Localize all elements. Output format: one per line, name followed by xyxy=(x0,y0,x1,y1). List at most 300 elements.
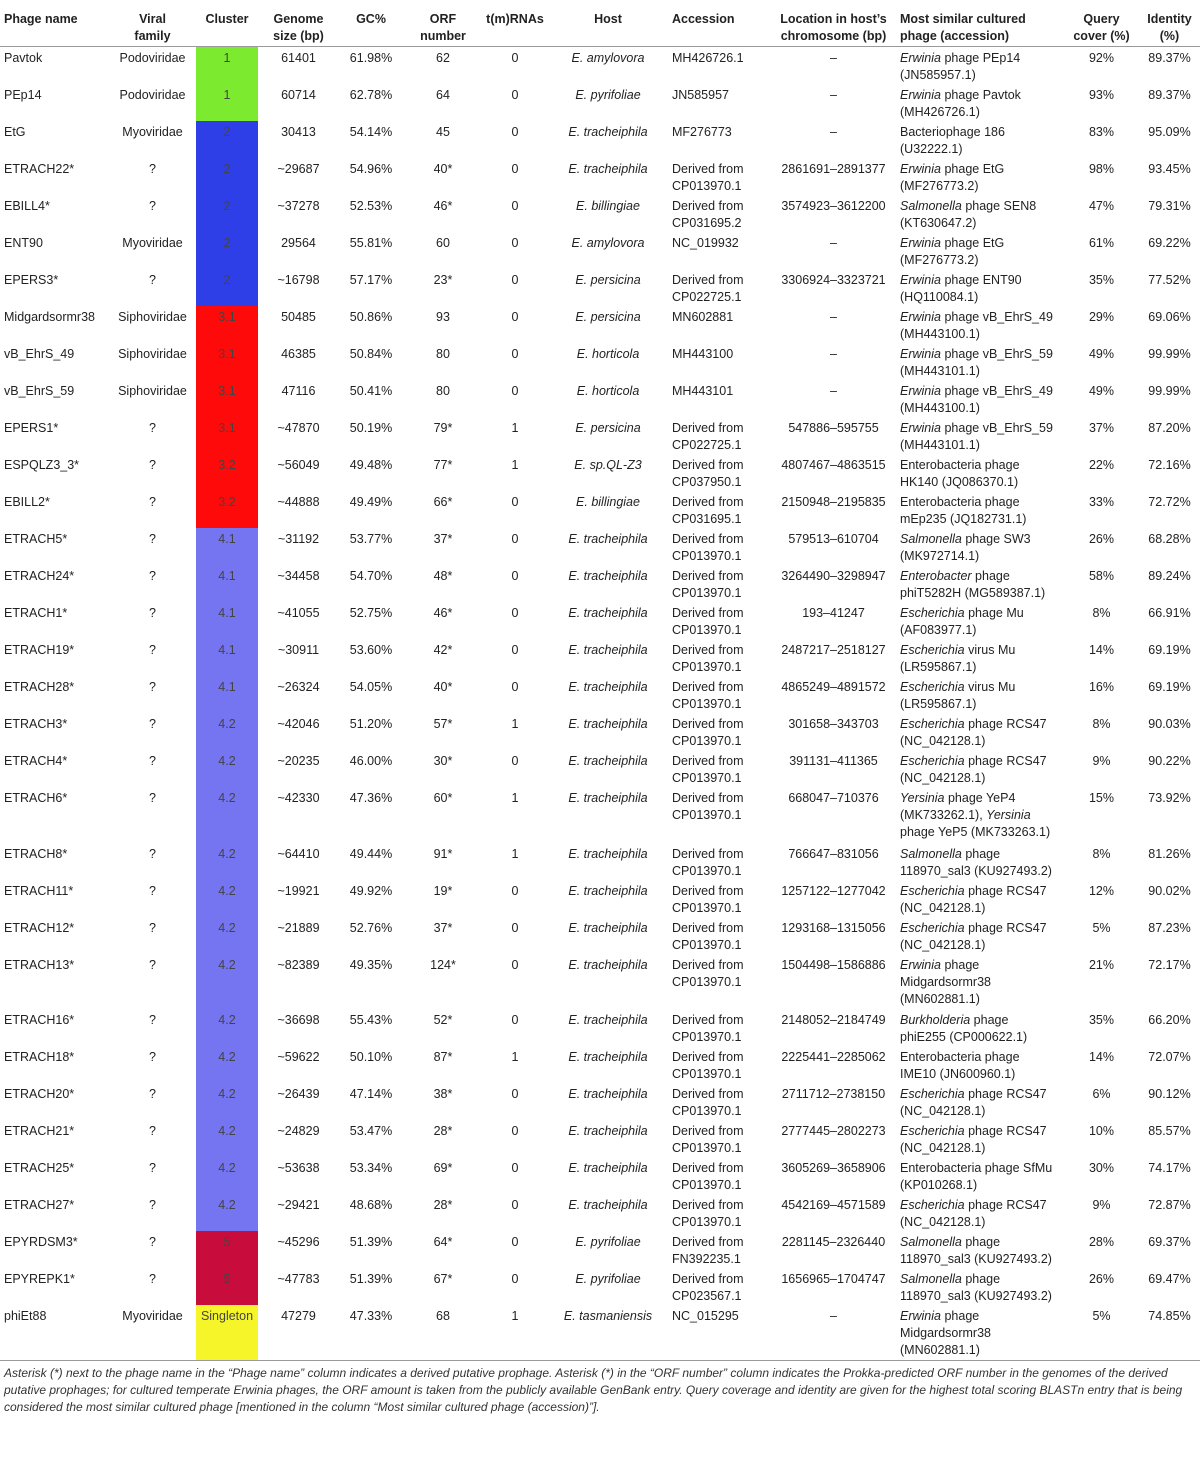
cell-trnas: 0 xyxy=(511,51,519,65)
cell-identity: 72.16% xyxy=(1148,458,1191,472)
cell-most-similar: Salmonella phage 118970_sal3 (KU927493.2) xyxy=(900,1235,1052,1267)
cell-accession: NC_015295 xyxy=(669,1305,770,1361)
cell-accession: MH443100 xyxy=(672,347,734,361)
cell-location: – xyxy=(830,125,837,139)
cell-genome-size: ~29687 xyxy=(277,162,320,176)
cell-query-cover: 12% xyxy=(1088,883,1115,898)
cell-accession: Derived from CP022725.1 xyxy=(672,273,744,304)
cell-genome-size: 29564 xyxy=(281,236,316,250)
cell-identity: 69.06% xyxy=(1148,310,1191,324)
cell-most-similar: Enterobacteria phage mEp235 (JQ182731.1) xyxy=(900,495,1027,526)
table-footnote: Asterisk (*) next to the phage name in the “Phage name” column indicates a derived putative prophage. Asterisk (*) in the “ORF number” column indicates the Prokka-predicted ORF number in the genomes of the derived putative prophages; for cultured temperate Erwinia phages, the ORF amount is taken from the publicly available GenBank entry. Query coverage and identity are given for the highest total scoring BLASTn entry that is being considered the most similar cultured phage [mentioned in the column “Most similar cultured phage (accession)”]. xyxy=(4,1366,1183,1415)
cell-cluster: 3.1 xyxy=(196,306,258,343)
cell-accession: Derived from CP013970.1 xyxy=(672,957,744,989)
cell-phage-name: phiEt88 xyxy=(0,1305,109,1361)
cell-cluster: 4.2 xyxy=(196,880,258,917)
cell-query-cover: 83% xyxy=(1088,125,1115,139)
table-row xyxy=(0,602,1200,639)
cell-genome-size: ~34458 xyxy=(277,569,320,583)
cell-orf: 28* xyxy=(433,1124,453,1139)
cell-cluster: 3.2 xyxy=(196,491,258,528)
cell-host: E. sp.QL-Z3 xyxy=(574,458,642,472)
cell-trnas: 0 xyxy=(511,1235,519,1250)
cell-gc: 49.49% xyxy=(349,495,393,509)
cell-viral-family: Myoviridae xyxy=(109,1305,196,1361)
cell-accession: Derived from CP013970.1 xyxy=(672,1124,744,1156)
cell-query-cover: 49% xyxy=(1088,347,1115,361)
cell-accession: Derived from CP013970.1 xyxy=(672,1013,744,1045)
cell-most-similar: Salmonella phage 118970_sal3 (KU927493.2) xyxy=(900,1272,1052,1304)
cell-trnas: 0 xyxy=(511,680,519,694)
cell-identity: 77.52% xyxy=(1148,273,1191,287)
cell-accession: NC_019932 xyxy=(672,236,739,250)
cell-identity: 99.99% xyxy=(1148,347,1191,361)
cell-host: E. tracheiphila xyxy=(568,717,648,731)
cell-orf: 23* xyxy=(433,273,453,287)
cell-most-similar: Enterobacteria phage HK140 (JQ086370.1) xyxy=(900,458,1020,489)
cell-most-similar: Escherichia virus Mu (LR595867.1) xyxy=(900,643,1016,674)
cell-gc: 55.81% xyxy=(349,236,393,250)
cell-viral-family: ? xyxy=(149,162,156,176)
cell-identity: 93.45% xyxy=(1148,162,1191,176)
cell-most-similar: Erwinia phage vB_EhrS_49 (MH443100.1) xyxy=(900,384,1053,415)
cell-host: E. pyrifoliae xyxy=(575,88,641,102)
cell-location: 391131–411365 xyxy=(789,754,878,768)
cell-query-cover: 6% xyxy=(1092,1087,1111,1102)
cell-most-similar: Erwinia phage Pavtok (MH426726.1) xyxy=(900,88,1021,119)
cell-genome-size: 47279 xyxy=(258,1305,339,1361)
cell-most-similar: Escherichia phage RCS47 (NC_042128.1) xyxy=(900,1198,1047,1230)
cell-trnas: 0 xyxy=(511,1161,519,1176)
cell-cluster: 4.1 xyxy=(196,676,258,713)
cell-orf: 30* xyxy=(433,754,453,768)
cell-host: E. tracheiphila xyxy=(568,162,648,176)
cell-location: 3605269–3658906 xyxy=(781,1161,886,1176)
cell-accession: Derived from FN392235.1 xyxy=(672,1235,744,1267)
cell-genome-size: ~42330 xyxy=(277,791,320,805)
cell-identity: 89.37% xyxy=(1148,51,1191,65)
cell-host: E. billingiae xyxy=(576,199,640,213)
cell-location: 193–41247 xyxy=(802,606,865,620)
cell-trnas: 1 xyxy=(511,1050,519,1065)
cell-identity: 95.09% xyxy=(1148,125,1191,139)
cell-query-cover: 92% xyxy=(1088,51,1115,65)
cell-query-cover: 15% xyxy=(1088,791,1115,805)
cell-genome-size: ~47870 xyxy=(277,421,320,435)
cell-cluster: 2 xyxy=(196,158,258,195)
cell-location: – xyxy=(830,384,837,398)
cell-cluster: Singleton xyxy=(196,1305,258,1361)
cell-gc: 57.17% xyxy=(349,273,393,287)
cell-viral-family: ? xyxy=(149,1272,156,1287)
cell-query-cover: 35% xyxy=(1088,1013,1115,1028)
cell-trnas: 0 xyxy=(511,347,519,361)
cell-orf: 93 xyxy=(436,310,450,324)
cell-trnas: 1 xyxy=(511,846,519,861)
cell-accession: Derived from CP013970.1 xyxy=(672,791,744,822)
cell-accession: Derived from CP013970.1 xyxy=(672,754,744,785)
cell-trnas: 0 xyxy=(511,384,519,398)
cell-gc: 47.33% xyxy=(339,1305,403,1361)
cell-identity: 68.28% xyxy=(1148,532,1191,546)
cell-orf: 68 xyxy=(403,1305,483,1361)
cell-viral-family: ? xyxy=(149,680,156,694)
cell-location: 4865249–4891572 xyxy=(781,680,886,694)
cell-gc: 51.20% xyxy=(349,717,393,731)
cell-location: 3574923–3612200 xyxy=(781,199,886,213)
cell-location: 2711712–2738150 xyxy=(781,1087,886,1102)
cell-orf: 91* xyxy=(433,846,453,861)
cell-location: 4807467–4863515 xyxy=(781,458,886,472)
cell-accession: MF276773 xyxy=(672,125,732,139)
table-row xyxy=(0,343,1200,380)
cell-query-cover: 47% xyxy=(1088,199,1115,213)
cell-cluster: 4.2 xyxy=(196,917,258,954)
cell-host: E. tracheiphila xyxy=(568,1124,648,1139)
cell-phage-name: vB_EhrS_59 xyxy=(4,384,75,398)
cell-cluster: 1 xyxy=(196,47,258,85)
cell-identity: 90.12% xyxy=(1148,1087,1191,1102)
cell-query-cover: 5% xyxy=(1092,920,1111,935)
cell-genome-size: ~29421 xyxy=(277,1198,320,1213)
header-accession: Accession xyxy=(669,0,770,47)
cell-cluster: 5 xyxy=(196,1268,258,1305)
table-row xyxy=(0,676,1200,713)
cell-genome-size: ~30911 xyxy=(277,643,320,657)
cell-orf: 46* xyxy=(433,199,453,213)
cell-phage-name: ENT90 xyxy=(4,236,43,250)
cell-most-similar: Escherichia phage RCS47 (NC_042128.1) xyxy=(900,920,1047,952)
cell-host: E. tracheiphila xyxy=(568,606,648,620)
cell-query-cover: 16% xyxy=(1088,680,1115,694)
cell-identity: 99.99% xyxy=(1148,384,1191,398)
cell-query-cover: 10% xyxy=(1088,1124,1115,1139)
cell-trnas: 0 xyxy=(511,569,519,583)
cell-orf: 37* xyxy=(433,920,453,935)
cell-location: 3264490–3298947 xyxy=(781,569,886,583)
cell-genome-size: ~21889 xyxy=(277,920,320,935)
table-row xyxy=(0,880,1200,917)
table-row xyxy=(0,1231,1200,1268)
cell-most-similar: Erwinia phage vB_EhrS_49 (MH443100.1) xyxy=(900,310,1053,341)
cell-phage-name: ETRACH25* xyxy=(4,1161,75,1176)
table-row xyxy=(0,1157,1200,1194)
cell-gc: 52.53% xyxy=(349,199,393,213)
header-most-similar: Most similar cultured phage (accession) xyxy=(897,0,1064,47)
cell-host: E. tracheiphila xyxy=(568,1198,648,1213)
cell-phage-name: EPERS3* xyxy=(4,273,59,287)
cell-identity: 89.24% xyxy=(1148,569,1191,583)
cell-genome-size: ~20235 xyxy=(277,754,320,768)
cell-host: E. horticola xyxy=(576,347,640,361)
cell-gc: 47.36% xyxy=(349,791,393,805)
cell-trnas: 0 xyxy=(511,1013,519,1028)
cell-query-cover: 8% xyxy=(1092,717,1111,731)
cell-orf: 124* xyxy=(430,957,456,972)
cell-accession: MH426726.1 xyxy=(672,51,744,65)
cell-location: 2487217–2518127 xyxy=(781,643,886,657)
cell-orf: 67* xyxy=(433,1272,453,1287)
cell-identity: 69.19% xyxy=(1148,680,1191,694)
cell-phage-name: ETRACH6* xyxy=(4,791,68,805)
cell-accession: Derived from CP013970.1 xyxy=(672,920,744,952)
cell-viral-family: ? xyxy=(149,957,156,972)
header-orf: ORF number xyxy=(403,0,483,47)
cell-identity: 69.47% xyxy=(1148,1272,1191,1287)
table-row xyxy=(0,565,1200,602)
cell-phage-name: ETRACH5* xyxy=(4,532,68,546)
cell-phage-name: EPYREPK1* xyxy=(4,1272,75,1287)
cell-host: E. billingiae xyxy=(576,495,640,509)
cell-query-cover: 35% xyxy=(1088,273,1115,287)
table-header xyxy=(0,0,1200,47)
cell-most-similar: Erwinia phage ENT90 (HQ110084.1) xyxy=(900,273,1022,304)
cell-genome-size: 30413 xyxy=(281,125,316,139)
cell-query-cover: 5% xyxy=(1064,1305,1139,1361)
cell-accession: Derived from CP013970.1 xyxy=(672,680,744,711)
cell-viral-family: ? xyxy=(149,1198,156,1213)
cell-host: E. persicina xyxy=(575,273,641,287)
cell-query-cover: 9% xyxy=(1092,754,1111,768)
cell-phage-name: PEp14 xyxy=(4,88,42,102)
cell-accession: Derived from CP031695.1 xyxy=(672,495,744,526)
cell-cluster: 4.2 xyxy=(196,750,258,787)
cell-most-similar: Enterobacter phage phiT5282H (MG589387.1) xyxy=(900,569,1046,600)
cell-query-cover: 14% xyxy=(1088,1050,1115,1065)
cell-gc: 50.84% xyxy=(349,347,393,361)
cell-gc: 55.43% xyxy=(349,1013,393,1028)
cell-host: E. tracheiphila xyxy=(568,680,648,694)
cell-most-similar: Escherichia phage Mu (AF083977.1) xyxy=(900,606,1024,637)
cell-phage-name: ETRACH3* xyxy=(4,717,68,731)
cell-viral-family: ? xyxy=(149,1013,156,1028)
table-row xyxy=(0,47,1200,85)
cell-gc: 53.47% xyxy=(349,1124,393,1139)
cell-orf: 77* xyxy=(433,458,453,472)
cell-orf: 62 xyxy=(436,51,450,65)
cell-query-cover: 93% xyxy=(1088,88,1115,102)
cell-accession: Derived from CP022725.1 xyxy=(672,421,744,452)
cell-viral-family: ? xyxy=(149,920,156,935)
cell-cluster: 2 xyxy=(196,232,258,269)
table-body xyxy=(0,47,1200,1361)
cell-viral-family: ? xyxy=(149,421,156,435)
cell-location: 1504498–1586886 xyxy=(781,957,886,972)
cell-query-cover: 29% xyxy=(1088,310,1115,324)
cell-trnas: 0 xyxy=(511,273,519,287)
cell-identity: 72.72% xyxy=(1148,495,1191,509)
cell-viral-family: Myoviridae xyxy=(122,236,183,250)
cell-location: 547886–595755 xyxy=(788,421,879,435)
cell-host: E. tracheiphila xyxy=(568,569,648,583)
header-genome-size: Genome size (bp) xyxy=(258,0,339,47)
cell-most-similar: Erwinia phage vB_EhrS_59 (MH443101.1) xyxy=(900,347,1053,378)
table-row xyxy=(0,917,1200,954)
cell-cluster: 4.2 xyxy=(196,1046,258,1083)
cell-genome-size: ~44888 xyxy=(277,495,320,509)
cell-viral-family: ? xyxy=(149,606,156,620)
cell-query-cover: 14% xyxy=(1088,643,1115,657)
cell-trnas: 1 xyxy=(511,791,519,805)
cell-host: E. tracheiphila xyxy=(568,920,648,935)
cell-location: 2150948–2195835 xyxy=(781,495,886,509)
header-host: Host xyxy=(547,0,669,47)
cell-phage-name: ETRACH20* xyxy=(4,1087,75,1102)
cell-most-similar: Erwinia phage EtG (MF276773.2) xyxy=(900,162,1005,193)
cell-query-cover: 26% xyxy=(1088,532,1115,546)
cell-genome-size: ~47783 xyxy=(277,1272,320,1287)
cell-genome-size: ~36698 xyxy=(277,1013,320,1028)
cell-viral-family: ? xyxy=(149,754,156,768)
cell-genome-size: ~42046 xyxy=(277,717,320,731)
cell-gc: 49.44% xyxy=(349,846,393,861)
table-row xyxy=(0,121,1200,158)
cell-query-cover: 37% xyxy=(1088,421,1115,435)
cell-cluster: 4.2 xyxy=(196,787,258,843)
cell-location: 301658–343703 xyxy=(788,717,879,731)
cell-accession: Derived from CP037950.1 xyxy=(672,458,744,489)
cell-gc: 50.41% xyxy=(349,384,393,398)
cell-most-similar: Erwinia phage vB_EhrS_59 (MH443101.1) xyxy=(900,421,1053,452)
cell-phage-name: EPYRDSM3* xyxy=(4,1235,78,1250)
cell-query-cover: 22% xyxy=(1088,458,1115,472)
cell-most-similar: Escherichia phage RCS47 (NC_042128.1) xyxy=(900,717,1047,748)
cell-identity: 72.17% xyxy=(1148,957,1191,972)
cell-identity: 72.07% xyxy=(1148,1050,1191,1065)
table-row xyxy=(0,269,1200,306)
cell-identity: 89.37% xyxy=(1148,88,1191,102)
cell-genome-size: ~16798 xyxy=(277,273,320,287)
cell-identity: 73.92% xyxy=(1148,791,1191,805)
cell-query-cover: 58% xyxy=(1088,569,1115,583)
cell-identity: 69.22% xyxy=(1148,236,1191,250)
cell-most-similar: Escherichia phage RCS47 (NC_042128.1) xyxy=(900,1124,1047,1156)
cell-identity: 69.19% xyxy=(1148,643,1191,657)
cell-location: 2777445–2802273 xyxy=(781,1124,886,1139)
cell-query-cover: 28% xyxy=(1088,1235,1115,1250)
cell-phage-name: ETRACH8* xyxy=(4,846,68,861)
cell-genome-size: ~82389 xyxy=(277,957,320,972)
cell-location: 4542169–4571589 xyxy=(781,1198,886,1213)
cell-genome-size: ~31192 xyxy=(277,532,320,546)
cell-viral-family: ? xyxy=(149,791,156,805)
cell-cluster: 4.2 xyxy=(196,1083,258,1120)
cell-viral-family: Podoviridae xyxy=(119,88,186,102)
cell-query-cover: 21% xyxy=(1088,957,1115,972)
cell-trnas: 0 xyxy=(511,1087,519,1102)
cell-gc: 54.70% xyxy=(349,569,393,583)
cell-trnas: 1 xyxy=(483,1305,547,1361)
header-query-cover: Query cover (%) xyxy=(1064,0,1139,47)
cell-most-similar: Erwinia phage Midgardsormr38 (MN602881.1) xyxy=(897,1305,1064,1361)
cell-trnas: 1 xyxy=(511,458,519,472)
cell-orf: 79* xyxy=(433,421,453,435)
table-row xyxy=(0,195,1200,232)
table-row xyxy=(0,1083,1200,1120)
cell-orf: 64* xyxy=(433,1235,453,1250)
cell-gc: 53.60% xyxy=(349,643,393,657)
cell-cluster: 4.2 xyxy=(196,1157,258,1194)
table-row xyxy=(0,1046,1200,1083)
table-row xyxy=(0,306,1200,343)
table-row xyxy=(0,158,1200,195)
cell-genome-size: ~45296 xyxy=(277,1235,320,1250)
cell-viral-family: ? xyxy=(149,199,156,213)
cell-phage-name: Midgardsormr38 xyxy=(4,310,96,324)
cell-genome-size: ~24829 xyxy=(277,1124,320,1139)
table-row xyxy=(0,843,1200,880)
cell-gc: 46.00% xyxy=(349,754,393,768)
cell-trnas: 1 xyxy=(511,421,519,435)
cell-orf: 52* xyxy=(433,1013,453,1028)
cell-trnas: 0 xyxy=(511,199,519,213)
cell-trnas: 0 xyxy=(511,883,519,898)
cell-identity: 66.20% xyxy=(1148,1013,1191,1028)
cell-most-similar: Bacteriophage 186 (U32222.1) xyxy=(900,125,1005,156)
cell-host: E. tracheiphila xyxy=(568,957,648,972)
cell-viral-family: ? xyxy=(149,1087,156,1102)
cell-query-cover: 49% xyxy=(1088,384,1115,398)
cell-identity: 69.37% xyxy=(1148,1235,1191,1250)
cell-location: – xyxy=(830,88,837,102)
cell-cluster: 2 xyxy=(196,195,258,232)
cell-orf: 19* xyxy=(433,883,453,898)
cell-accession: Derived from CP013970.1 xyxy=(672,1198,744,1230)
cell-host: E. tracheiphila xyxy=(568,791,648,805)
table-row xyxy=(0,1194,1200,1231)
cell-accession: Derived from CP013970.1 xyxy=(672,643,744,674)
cell-trnas: 0 xyxy=(511,162,519,176)
cell-orf: 80 xyxy=(436,384,450,398)
cell-host: E. tracheiphila xyxy=(568,883,648,898)
cell-viral-family: ? xyxy=(149,883,156,898)
cell-genome-size: 61401 xyxy=(281,51,316,65)
cell-phage-name: ETRACH21* xyxy=(4,1124,75,1139)
cell-viral-family: ? xyxy=(149,1161,156,1176)
cell-orf: 66* xyxy=(433,495,453,509)
cell-gc: 53.34% xyxy=(349,1161,393,1176)
cell-query-cover: 30% xyxy=(1088,1161,1115,1176)
cell-phage-name: Pavtok xyxy=(4,51,43,65)
cell-orf: 87* xyxy=(433,1050,453,1065)
cell-identity: 90.03% xyxy=(1148,717,1191,731)
cell-cluster: 4.1 xyxy=(196,528,258,565)
cell-gc: 51.39% xyxy=(349,1272,393,1287)
cell-gc: 62.78% xyxy=(349,88,393,102)
cell-identity: 90.02% xyxy=(1148,883,1191,898)
cell-orf: 40* xyxy=(433,162,453,176)
cell-viral-family: ? xyxy=(149,643,156,657)
cell-trnas: 0 xyxy=(511,495,519,509)
cell-gc: 52.75% xyxy=(349,606,393,620)
cell-trnas: 0 xyxy=(511,606,519,620)
cell-most-similar: Yersinia phage YeP4 (MK733262.1), Yersinia phage YeP5 (MK733263.1) xyxy=(900,791,1051,839)
cell-host: E. tracheiphila xyxy=(568,125,648,139)
cell-viral-family: Myoviridae xyxy=(122,125,183,139)
cell-accession: Derived from CP013970.1 xyxy=(672,883,744,915)
cell-most-similar: Escherichia virus Mu (LR595867.1) xyxy=(900,680,1016,711)
cell-location: 2148052–2184749 xyxy=(781,1013,886,1028)
cell-viral-family: ? xyxy=(149,1124,156,1139)
cell-cluster: 5 xyxy=(196,1231,258,1268)
cell-genome-size: ~41055 xyxy=(277,606,320,620)
cell-cluster: 1 xyxy=(196,84,258,121)
cell-most-similar: Salmonella phage SEN8 (KT630647.2) xyxy=(900,199,1037,230)
cell-host: E. tracheiphila xyxy=(568,846,648,861)
table-row xyxy=(0,528,1200,565)
cell-accession: Derived from CP013970.1 xyxy=(672,1161,744,1193)
table-row xyxy=(0,417,1200,454)
